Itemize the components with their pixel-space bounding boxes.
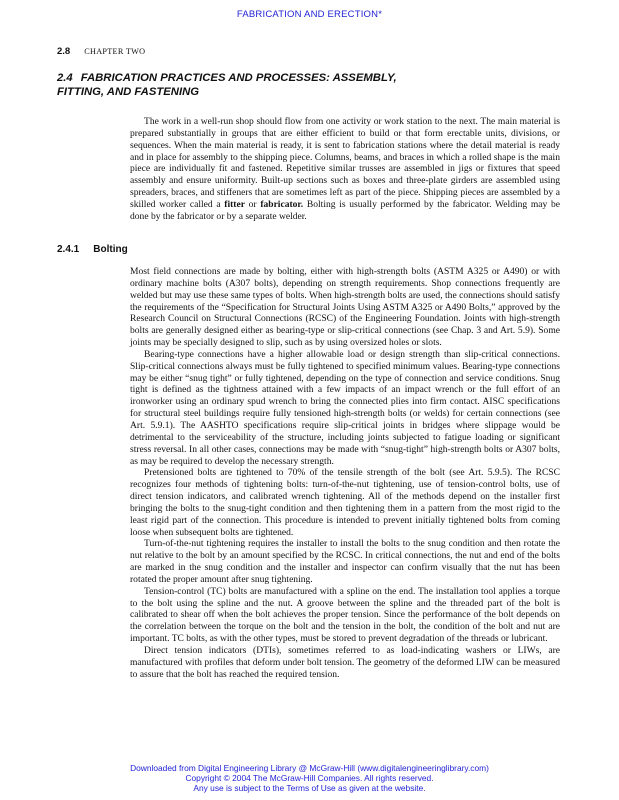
footer-download-line[interactable]: Downloaded from Digital Engineering Library @ McGraw-Hill (www.digitalengineeringlibrary.com)	[130, 763, 489, 773]
footer	[0, 763, 619, 793]
bolting-paragraph-1: Most field connections are made by bolting, either with high-strength bolts (ASTM A325 or A490) or with ordinary machine bolts (A307 bolts), depending on strength requirements. Shop connections frequently are welded but may use these same types of bolts. When high-strength bolts are used, the connections should satisfy the requirements of the “Specification for Structural Joints Using ASTM A325 or A490 Bolts,” approved by the Research Council on Structural Connections (RCSC) of the Engineering Foundation. Joints with high-strength bolts are generally designed either as bearing-type or slip-critical connections (see Chap. 3 and Art. 5.9). Some joints may be specially designed to slip, such as by using oversized holes or slots.	[130, 266, 560, 349]
intro-text	[130, 116, 560, 223]
subsection-heading: Bolting	[93, 244, 128, 255]
bolting-text	[130, 266, 560, 681]
bolting-paragraph-4: Turn-of-the-nut tightening requires the installer to install the bolts to the snug condition and then rotate the nut relative to the bolt by an amount specified by the RCSC. In critical connections, the nut and end of the bolts are marked in the snug condition and the installer and inspector can confirm visually that the nut has been rotated the proper amount after snug tightening.	[130, 538, 560, 585]
page-number: 2.8	[57, 46, 71, 57]
section-number: 2.4	[57, 72, 73, 84]
footer-copyright-line: Copyright © 2004 The McGraw-Hill Companies. All rights reserved.	[185, 773, 434, 783]
bolting-paragraph-5: Tension-control (TC) bolts are manufactured with a spline on the end. The installation tool applies a torque to the bolt using the spline and the nut. A groove between the spline and the threaded part of the bolt is calibrated to shear off when the bolt achieves the proper tension. Since the performance of the bolt depends on the correlation between the torque on the bolt and the tension in the bolt, the condition of the bolt and nut are important. TC bolts, as with the other types, must be stored to prevent degradation of the threads or lubricant.	[130, 585, 560, 645]
section-title-line2: FITTING, AND FASTENING	[57, 86, 200, 98]
bolting-paragraph-3: Pretensioned bolts are tightened to 70% of the tensile strength of the bolt (see Art. 5.9.5). The RCSC recognizes four methods of tightening bolts: turn-of-the-nut tightening, use of tension-control bolts, use of direct tension indicators, and calibrated wrench tightening. All of the methods depend on the installer first bringing the bolts to the snug-tight condition and then tightening them in a pattern from the most rigid to the least rigid part of the connection. This procedure is intended to prevent initially tightened bolts from coming loose when subsequent bolts are tightened.	[130, 467, 560, 538]
footer-terms-line[interactable]: Any use is subject to the Terms of Use as given at the website.	[193, 783, 426, 793]
chapter-label: CHAPTER TWO	[84, 47, 146, 56]
intro-text-b: Bolting is usually performed by the fabricator. Welding may be done by the fabricator or by a separate welder.	[130, 198, 560, 222]
term-fitter: fitter	[224, 198, 245, 210]
running-head	[57, 46, 145, 57]
intro-or: or	[244, 198, 261, 210]
term-fabricator: fabricator.	[260, 198, 304, 210]
section-title	[57, 71, 477, 99]
bolting-paragraph-6: Direct tension indicators (DTIs), sometimes referred to as load-indicating washers or LIWs, are manufactured with profiles that deform under bolt tension. The geometry of the deformed LIW can be measured to assure that the bolt has reached the required tension.	[130, 645, 560, 680]
subsection-title	[57, 244, 128, 255]
intro-paragraph	[130, 116, 560, 223]
subsection-number: 2.4.1	[57, 244, 80, 255]
top-banner: FABRICATION AND ERECTION*	[236, 9, 383, 20]
intro-text-a: The work in a well-run shop should flow from one activity or work station to the next. The main material is prepared substantially in groups that are either efficient to build or that form erectable units, divisions, or sequences. When the main material is ready, it is sent to fabrication stations where the detail material is ready and in place for assembly to the shipping piece. Columns, beams, and braces in which a rolled shape is the main piece are individually fit and fastened. Repetitive similar trusses are assembled in jigs or fixtures that speed assembly and ensure uniformity. Built-up sections such as boxes and three-plate girders are assembled using spreaders, braces, and stiffeners that are sometimes left as part of the piece. Shipping pieces are assembled by a skilled worker called a	[130, 116, 560, 210]
bolting-paragraph-2: Bearing-type connections have a higher allowable load or design strength than slip-critical connections. Slip-critical connections always must be fully tightened to specified minimum values. Bearing-type connections may be either “snug tight” or fully tightened, depending on the type of connection and service conditions. Snug tight is defined as the tightness attained with a few impacts of an impact wrench or the full effort of an ironworker using an ordinary spud wrench to bring the connected plies into firm contact. AISC specifications for structural steel buildings require fully tensioned high-strength bolts (or welds) for certain connections (see Art. 5.9.1). The AASHTO specifications require slip-critical joints in bridges where slippage would be detrimental to the serviceability of the structure, including joints subjected to fatigue loading or significant stress reversal. In all other cases, connections may be made with “snug-tight” high-strength bolts or A307 bolts, as may be required to develop the necessary strength.	[130, 348, 560, 467]
section-title-line1: FABRICATION PRACTICES AND PROCESSES: ASSEMBLY,	[80, 72, 397, 84]
